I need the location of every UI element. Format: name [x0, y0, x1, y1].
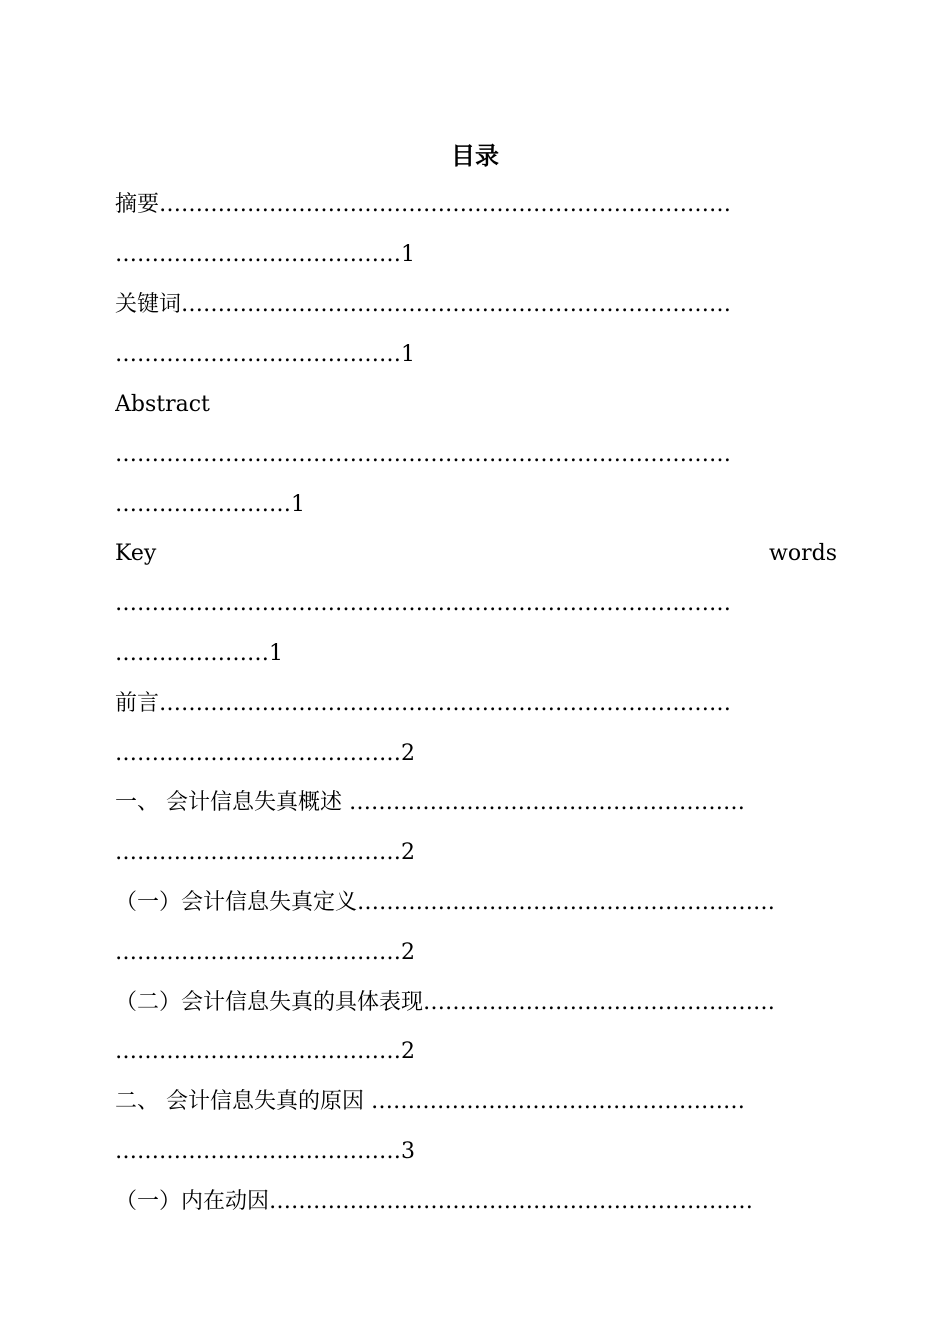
- toc-line-section-1-2-page: …………………………………2: [115, 1039, 415, 1064]
- toc-line-abstract-en: Abstract: [115, 392, 210, 417]
- toc-line-section-1-1: （一）会计信息失真定义…………………………………………………: [115, 890, 776, 915]
- toc-line-preface: 前言……………………………………………………………………: [115, 691, 732, 716]
- toc-line-chapter-1-page: …………………………………2: [115, 840, 415, 865]
- keywords-en-right: words: [769, 541, 837, 566]
- toc-line-keywords-en: [115, 536, 837, 572]
- toc-line-chapter-1: 一、 会计信息失真概述 ………………………………………………: [115, 790, 745, 815]
- toc-line-preface-page: …………………………………2: [115, 741, 415, 766]
- toc-line-abstract-cn: 摘要……………………………………………………………………: [115, 192, 732, 217]
- keywords-en-left: Key: [115, 541, 157, 566]
- toc-line-keywords-en-page: …………………1: [115, 641, 283, 666]
- toc-line-keywords-en-dots: …………………………………………………………………………: [115, 591, 731, 616]
- toc-line-abstract-en-dots: …………………………………………………………………………: [115, 442, 731, 467]
- toc-line-chapter-2-page: …………………………………3: [115, 1139, 415, 1164]
- toc-line-section-1-1-page: …………………………………2: [115, 940, 415, 965]
- toc-line-keywords-cn-page: …………………………………1: [115, 342, 415, 367]
- toc-line-section-1-2: （二）会计信息失真的具体表现…………………………………………: [115, 990, 776, 1015]
- toc-line-section-2-1: （一）内在动因…………………………………………………………: [115, 1189, 754, 1214]
- toc-title: 目录: [451, 142, 499, 170]
- toc-line-abstract-cn-page: …………………………………1: [115, 242, 415, 267]
- toc-line-keywords-cn: 关键词…………………………………………………………………: [115, 292, 732, 317]
- toc-line-chapter-2: 二、 会计信息失真的原因 ……………………………………………: [115, 1089, 745, 1114]
- toc-line-abstract-en-page: ……………………1: [115, 492, 305, 517]
